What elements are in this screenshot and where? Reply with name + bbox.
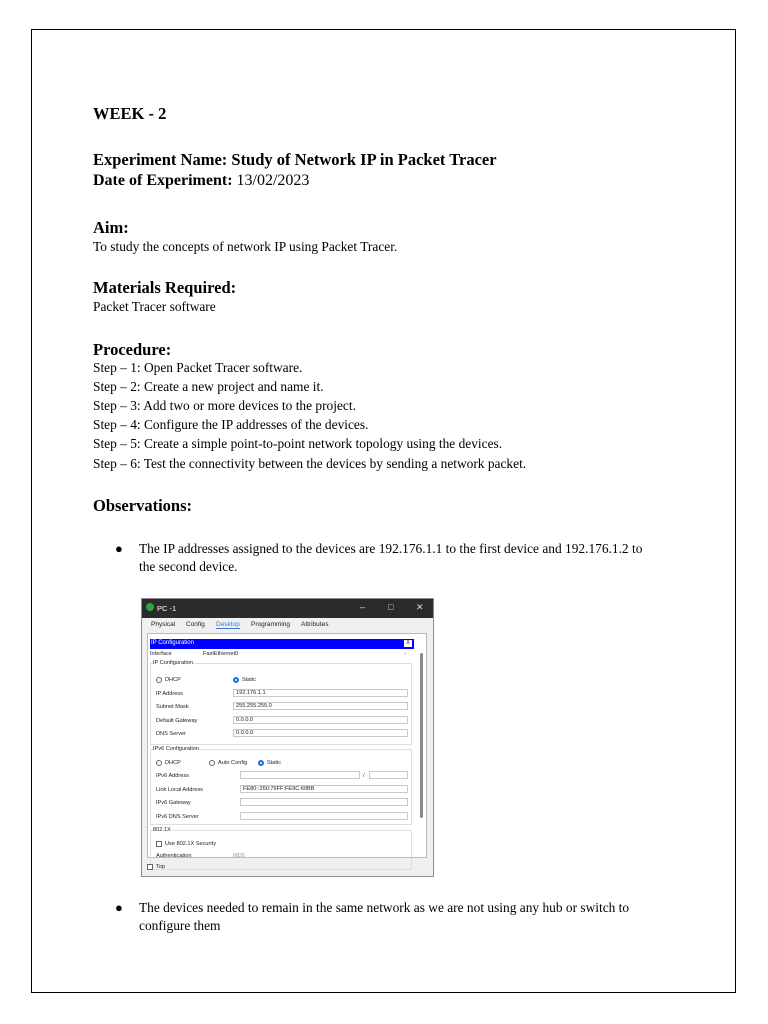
link-local-field[interactable]: FE80::260:76FF:FE9C:60BB <box>240 785 408 793</box>
interface-label: Interface <box>150 651 172 657</box>
bullet-icon: ● <box>115 900 123 915</box>
dot1x-group-label: 802.1X <box>153 827 171 833</box>
experiment-date-label: Date of Experiment: <box>93 172 233 189</box>
ipv6-address-label: IPv6 Address <box>156 773 189 779</box>
tab-physical[interactable]: Physical <box>151 621 176 628</box>
procedure-step: Step – 3: Add two or more devices to the project. <box>93 398 356 413</box>
static-label: Static <box>242 677 256 683</box>
default-gateway-label: Default Gateway <box>156 718 198 724</box>
interface-select[interactable]: FastEthernet0 <box>203 651 239 657</box>
window-titlebar <box>142 599 433 618</box>
ipv6-static-radio[interactable] <box>258 760 264 766</box>
ipv6-dns-field[interactable] <box>240 812 408 820</box>
subnet-mask-label: Subnet Mask <box>156 704 189 710</box>
tab-config[interactable]: Config <box>186 621 205 628</box>
observation-item: The devices needed to remain in the same network as we are not using any hub or switch to configure them <box>139 900 630 933</box>
chevron-down-icon: ⌄ <box>403 650 408 656</box>
procedure-step: Step – 5: Create a simple point-to-point network topology using the devices. <box>93 436 503 451</box>
ipv6-prefix-field[interactable] <box>369 771 408 779</box>
ip-address-field[interactable]: 192.176.1.1 <box>233 689 408 697</box>
aim-text: To study the concepts of network IP using Packet Tracer. <box>93 239 398 254</box>
bullet-icon: ● <box>115 541 123 556</box>
procedure-step: Step – 1: Open Packet Tracer software. <box>93 360 303 375</box>
ipv6-dns-label: IPv6 DNS Server <box>156 814 199 820</box>
procedure-step: Step – 2: Create a new project and name it. <box>93 379 324 394</box>
procedure-step: Step – 6: Test the connectivity between the devices by sending a network packet. <box>93 456 527 471</box>
observation-item: The IP addresses assigned to the devices are 192.176.1.1 to the first device and 192.176.1.2 to the second device. <box>139 541 643 574</box>
authentication-select[interactable]: MD5 <box>233 853 245 859</box>
ip-config-titlebar <box>150 639 414 649</box>
experiment-date <box>93 172 309 190</box>
top-checkbox[interactable] <box>147 864 153 870</box>
window-title: PC -1 <box>157 604 177 613</box>
authentication-label: Authentication <box>156 853 192 859</box>
experiment-name <box>93 150 497 170</box>
dns-server-label: DNS Server <box>156 731 186 737</box>
ipv6-group-label: IPv6 Configuration <box>153 746 200 752</box>
procedure-step: Step – 4: Configure the IP addresses of the devices. <box>93 417 369 432</box>
app-icon <box>146 603 154 611</box>
ip-config-panel <box>147 633 427 858</box>
ipv6-gateway-field[interactable] <box>240 798 408 806</box>
panel-close-button[interactable]: X <box>404 640 412 647</box>
ipv4-group-label: IP Configuration <box>153 660 194 666</box>
top-checkbox-label: Top <box>156 864 166 870</box>
experiment-date-value: 13/02/2023 <box>236 172 310 189</box>
ip-address-label: IP Address <box>156 691 183 697</box>
dot1x-checkbox-label: Use 802.1X Security <box>165 841 216 847</box>
tab-desktop[interactable]: Desktop <box>216 621 240 628</box>
tab-programming[interactable]: Programming <box>251 621 291 628</box>
subnet-mask-field[interactable]: 255.255.255.0 <box>233 702 408 710</box>
close-icon[interactable]: ✕ <box>416 602 424 612</box>
static-radio[interactable] <box>233 677 239 683</box>
ipv6-address-field[interactable] <box>240 771 360 779</box>
dns-server-field[interactable]: 0.0.0.0 <box>233 729 408 737</box>
ipv6-prefix-slash: / <box>363 773 365 779</box>
aim-heading: Aim: <box>93 218 129 237</box>
procedure-heading: Procedure: <box>93 340 172 359</box>
observations-heading: Observations: <box>93 496 192 515</box>
materials-text: Packet Tracer software <box>93 299 216 314</box>
minimize-icon[interactable]: – <box>360 602 366 612</box>
packet-tracer-window <box>141 598 434 877</box>
dhcp-radio[interactable] <box>156 677 162 683</box>
tab-attributes[interactable]: Attributes <box>301 621 329 628</box>
bottom-bar <box>142 861 433 876</box>
ipv6-static-label: Static <box>267 760 281 766</box>
scrollbar[interactable] <box>420 653 423 818</box>
dot1x-checkbox[interactable] <box>156 841 162 847</box>
experiment-name-value: Study of Network IP in Packet Tracer <box>231 150 497 169</box>
default-gateway-field[interactable]: 0.0.0.0 <box>233 716 408 724</box>
maximize-icon[interactable]: □ <box>388 602 394 612</box>
link-local-label: Link Local Address <box>156 787 203 793</box>
auto-config-label: Auto Config <box>218 760 248 766</box>
ipv6-dhcp-radio[interactable] <box>156 760 162 766</box>
ip-config-title: IP Configuration <box>151 640 194 646</box>
materials-heading: Materials Required: <box>93 278 237 297</box>
auto-config-radio[interactable] <box>209 760 215 766</box>
ipv6-gateway-label: IPv6 Gateway <box>156 800 191 806</box>
week-heading: WEEK - 2 <box>93 104 167 123</box>
experiment-name-label: Experiment Name: <box>93 150 228 169</box>
dhcp-label: DHCP <box>165 677 181 683</box>
ipv6-dhcp-label: DHCP <box>165 760 181 766</box>
